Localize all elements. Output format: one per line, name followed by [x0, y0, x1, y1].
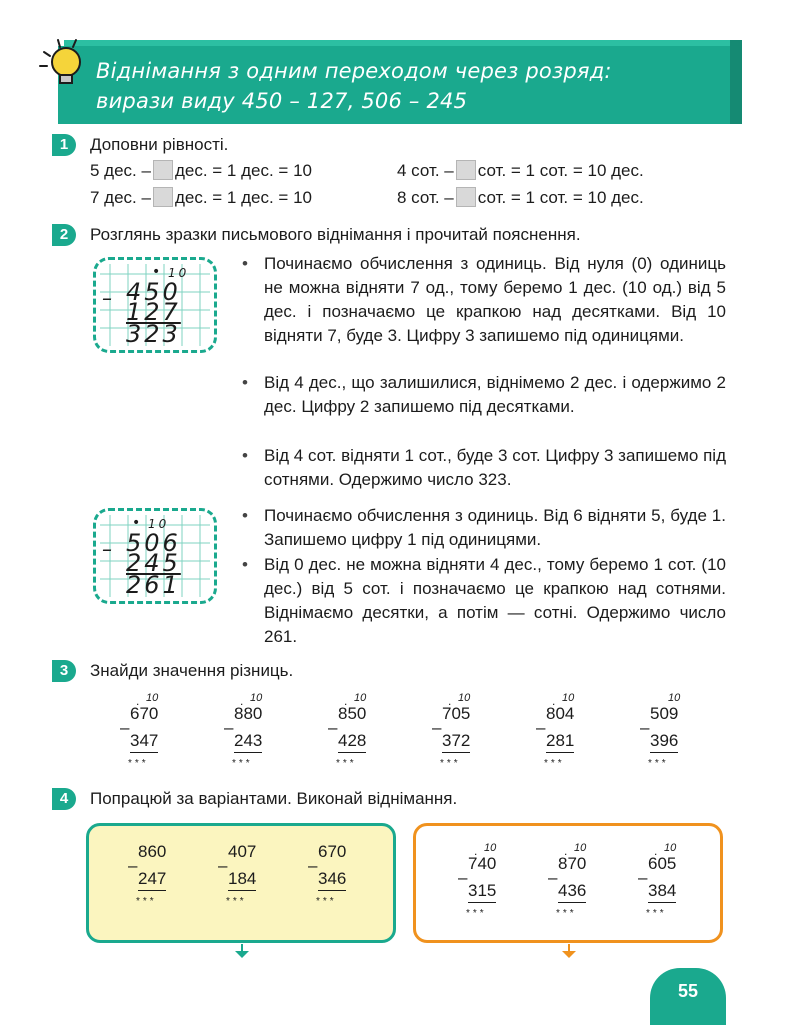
- borrow-ten: 10: [168, 266, 190, 280]
- subtraction-exercise[interactable]: . 10 605 – 384 ***: [638, 842, 677, 919]
- subtraction-exercise[interactable]: . 10 705 – 372 ***: [432, 692, 471, 769]
- borrow-ten: 10: [148, 517, 170, 531]
- task-1-badge: 1: [52, 134, 76, 156]
- task-2-instruction: Розглянь зразки письмового віднімання і прочитай пояснення.: [90, 225, 581, 244]
- subtraction-exercise[interactable]: 10 509 – 396 ***: [640, 692, 681, 769]
- subtraction-exercise[interactable]: . 10 804 – 281 ***: [536, 692, 575, 769]
- sample-subtraction-2: [93, 508, 217, 604]
- subtrahend: 245: [126, 549, 181, 577]
- explanation-bullet: • Починаємо обчислення з одиниць. Від 6 відняти 5, буде 1. Запишемо цифру 1 під одиницями.: [264, 504, 726, 552]
- subtraction-exercise[interactable]: 670 – 346 ***: [308, 842, 347, 907]
- banner-side-edge: [730, 40, 742, 124]
- lesson-title: [96, 56, 612, 116]
- borrow-dot: •: [132, 515, 144, 531]
- difference: 323: [126, 320, 181, 348]
- explanation-bullet: • Від 4 дес., що залишилися, віднімемо 2 дес. і одержимо 2 дес. Цифру 2 запишемо під десятками.: [264, 371, 726, 419]
- answer-box[interactable]: [456, 160, 476, 180]
- subtraction-exercise[interactable]: . 10 870 – 436 ***: [548, 842, 587, 919]
- explanation-bullet: • Від 0 дес. не можна відняти 4 дес., тому беремо 1 сот. (10 дес.) від 5 сот. і позначаємо це крапкою над сотнями. Віднімаємо десятки, а потім — сотні. Одержимо число 261.: [264, 553, 726, 649]
- equation-row: 4 сот. – сот. = 1 сот. = 10 дес.: [397, 161, 644, 180]
- task-4-instruction: Попрацюй за варіантами. Виконай віднімання.: [90, 789, 458, 808]
- task-3-instruction: Знайди значення різниць.: [90, 661, 294, 680]
- answer-box[interactable]: [153, 160, 173, 180]
- explanation-bullet: • Від 4 сот. відняти 1 сот., буде 3 сот. Цифру 3 запишемо під сотнями. Одержимо число 323.: [264, 444, 726, 492]
- equation-row: 7 дес. – дес. = 1 дес. = 10: [90, 188, 312, 207]
- minus-sign: –: [102, 537, 115, 561]
- sample-subtraction-1: [93, 257, 217, 353]
- subtraction-exercise[interactable]: . 10 880 – 243 ***: [224, 692, 263, 769]
- page-number: 55: [650, 968, 726, 1025]
- subtraction-exercise[interactable]: 860 – 247 ***: [128, 842, 167, 907]
- subtraction-exercise[interactable]: 407 – 184 ***: [218, 842, 257, 907]
- minuend: 450: [126, 278, 181, 306]
- difference: 261: [126, 571, 181, 599]
- equation-row: 5 дес. – дес. = 1 дес. = 10: [90, 161, 312, 180]
- answer-box[interactable]: [153, 187, 173, 207]
- subtrahend: 127: [126, 298, 181, 326]
- subtraction-exercise[interactable]: . 10 670 – 347 ***: [120, 692, 159, 769]
- title-line-1: Віднімання з одним переходом через розряд:: [96, 59, 612, 83]
- task-3-badge: 3: [52, 660, 76, 682]
- task-1-instruction: Доповни рівності.: [90, 135, 229, 154]
- task-4-badge: 4: [52, 788, 76, 810]
- arrow-down-icon: [232, 944, 252, 960]
- title-line-2: вирази виду 450 – 127, 506 – 245: [96, 89, 468, 113]
- arrow-down-icon: [559, 944, 579, 960]
- borrow-dot: •: [152, 264, 164, 280]
- lightbulb-icon: [36, 36, 96, 96]
- minus-sign: –: [102, 286, 115, 310]
- answer-box[interactable]: [456, 187, 476, 207]
- task-2-badge: 2: [52, 224, 76, 246]
- equation-row: 8 сот. – сот. = 1 сот. = 10 дес.: [397, 188, 644, 207]
- explanation-bullet: • Починаємо обчислення з одиниць. Від нуля (0) одиниць не можна відняти 7 од., тому беремо 1 дес. (10 од.) від 5 дес. і позначаємо це крапкою над десятками. Від 10 відняти 7, буде 3. Цифру 3 запишемо під одиницями.: [264, 252, 726, 348]
- minuend: 506: [126, 529, 181, 557]
- subtraction-exercise[interactable]: . 10 850 – 428 ***: [328, 692, 367, 769]
- subtraction-exercise[interactable]: . 10 740 – 315 ***: [458, 842, 497, 919]
